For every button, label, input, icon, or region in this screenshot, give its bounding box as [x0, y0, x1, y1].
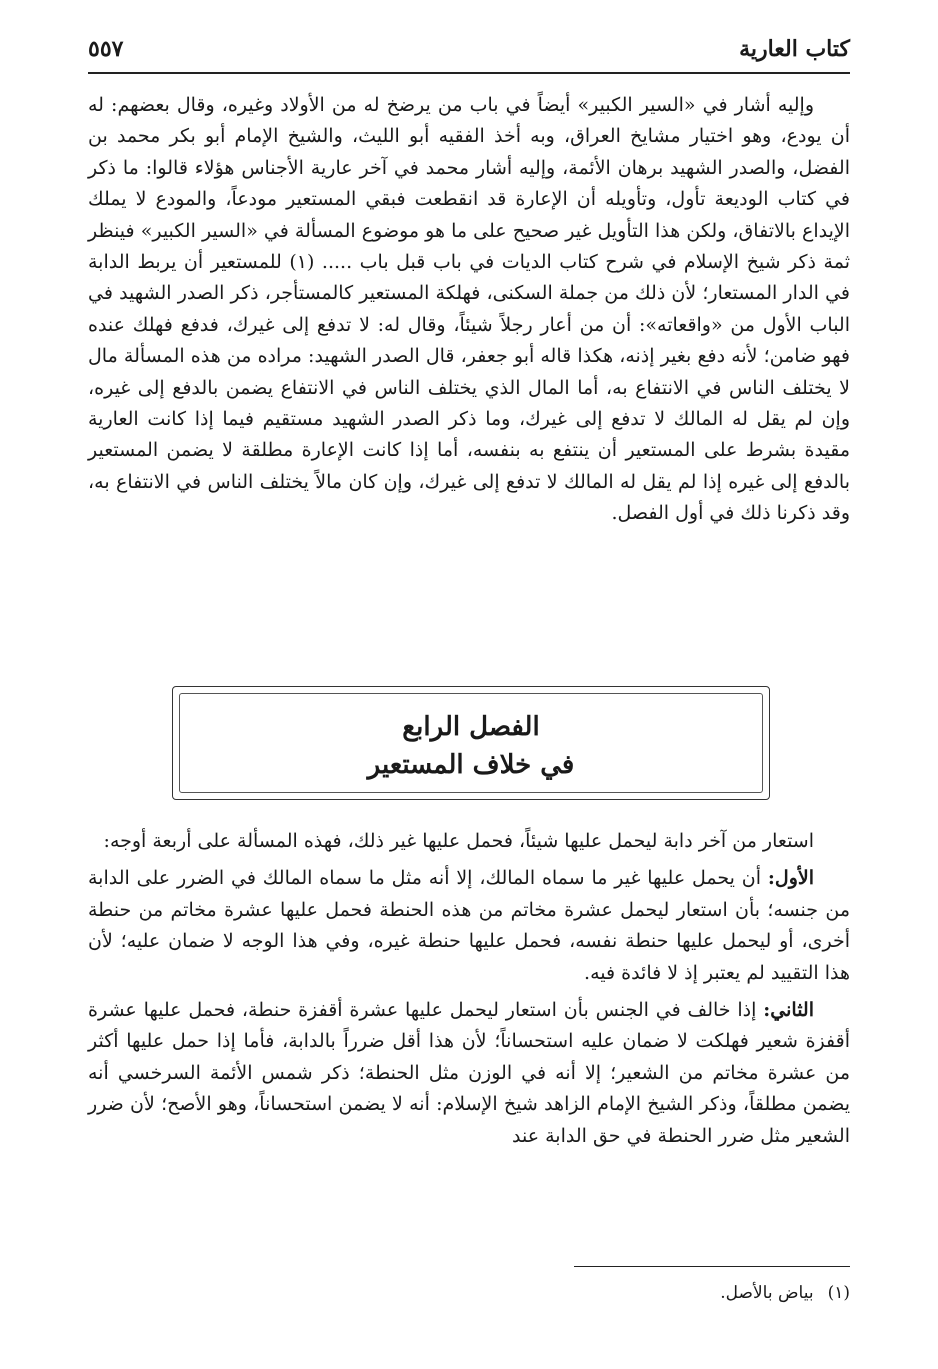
first-case-text: أن يحمل عليها غير ما سماه المالك، إلا أنه مثل ما سماه المالك في الضرر على الدابة من جنسه؛ بأن استعار ليحمل عشرة مخاتم من هذه الحنطة فحمل عليها عشرة مخاتم من حنطة أخرى، أو ليحمل عليها حنطة نفسه، فحمل عليها حنطة غيره، وفي هذا الوجه لا ضمان عليه؛ لأن هذا التقييد لم يعتبر إذ لا فائدة فيه. — [88, 867, 850, 984]
page-number: ٥٥٧ — [88, 36, 124, 62]
chapter-heading-frame — [172, 686, 770, 800]
first-case-lead: الأول: — [767, 867, 814, 890]
footnote-text: بياض بالأصل. — [720, 1283, 814, 1303]
second-case-paragraph — [88, 995, 850, 1152]
chapter-title: الفصل الرابع — [402, 712, 540, 742]
book-title: كتاب العارية — [739, 36, 850, 62]
footnote — [88, 1280, 850, 1306]
text-block-top — [88, 90, 850, 530]
footnote-divider — [574, 1266, 850, 1267]
second-case-lead: الثاني: — [763, 999, 814, 1022]
header-divider — [88, 72, 850, 74]
chapter-heading-inner-frame — [179, 693, 763, 793]
text-block-bottom — [88, 826, 850, 1158]
chapter-subtitle: في خلاف المستعير — [367, 750, 575, 780]
second-case-text: إذا خالف في الجنس بأن استعار ليحمل عليها عشرة أقفزة حنطة، فحمل عليها عشرة أقفزة شعير فهلكت لا ضمان عليه استحساناً؛ لأن هذا أقل ضرراً بالدابة، فأما إذا حمل عليها أكثر من عشرة مخاتم من الشعير؛ إلا أنه في الوزن مثل الحنطة؛ ذكر شمس الأئمة السرخسي أنه يضمن مطلقاً، وذكر الشيخ الإمام الزاهد شيخ الإسلام: أنه لا يضمن استحساناً، وهو الأصح؛ لأن ضرر الشعير مثل ضرر الحنطة في حق الدابة عند — [88, 999, 850, 1147]
paragraph: وإليه أشار في «السير الكبير» أيضاً في باب من يرضخ له من الأولاد وغيره، وقال بعضهم: له أن يودع، وهو اختيار مشايخ العراق، وبه أخذ الفقيه أبو الليث، والشيخ الإمام أبو بكر محمد بن الفضل، والصدر الشهيد برهان الأئمة، وإليه أشار محمد في آخر عارية الأجناس هؤلاء قالوا: ما ذكر في كتاب الوديعة تأول، وتأويله أن الإعارة قد انقطعت فبقي المستعير مودعاً، والمودع لا يملك الإيداع بالاتفاق، ولكن هذا التأويل غير صحيح على ما هو موضوع المسألة في «السير الكبير» فينظر ثمة ذكر شيخ الإسلام في شرح كتاب الديات في باب قبل باب ..... (١) للمستعير أن يربط الدابة في الدار المستعار؛ لأن ذلك من جملة السكنى، فهلكة المستعير كالمستأجر، ذكر الصدر الشهيد في الباب الأول من «واقعاته»: أن من أعار رجلاً شيئاً، وقال له: لا تدفع إلى غيرك، فدفع فهلك عنده فهو ضامن؛ لأنه دفع بغير إذنه، هكذا قاله أبو جعفر، قال الصدر الشهيد: مراده من هذه المسألة مال لا يختلف الناس في الانتفاع به، أما المال الذي يختلف الناس في الانتفاع يضمن بالدفع إلى غيره، وإن لم يقل له المالك لا تدفع إلى غيرك، وما ذكر الصدر الشهيد مستقيم فيما إذا كانت العارية مقيدة بشرط على المستعير أن ينتفع به بنفسه، أما إذا كانت الإعارة مطلقة لا يضمن المستعير بالدفع إلى غيره إذا لم يقل له المالك لا تدفع إلى غيرك، وإن كان مالاً يختلف الناس في الانتفاع به، وقد ذكرنا ذلك في أول الفصل. — [88, 94, 850, 525]
intro-paragraph: استعار من آخر دابة ليحمل عليها شيئاً، فحمل عليها غير ذلك، فهذه المسألة على أربعة أوجه: — [103, 830, 814, 852]
footnote-marker: (١) — [827, 1283, 850, 1303]
first-case-paragraph — [88, 863, 850, 989]
running-head — [88, 36, 850, 70]
